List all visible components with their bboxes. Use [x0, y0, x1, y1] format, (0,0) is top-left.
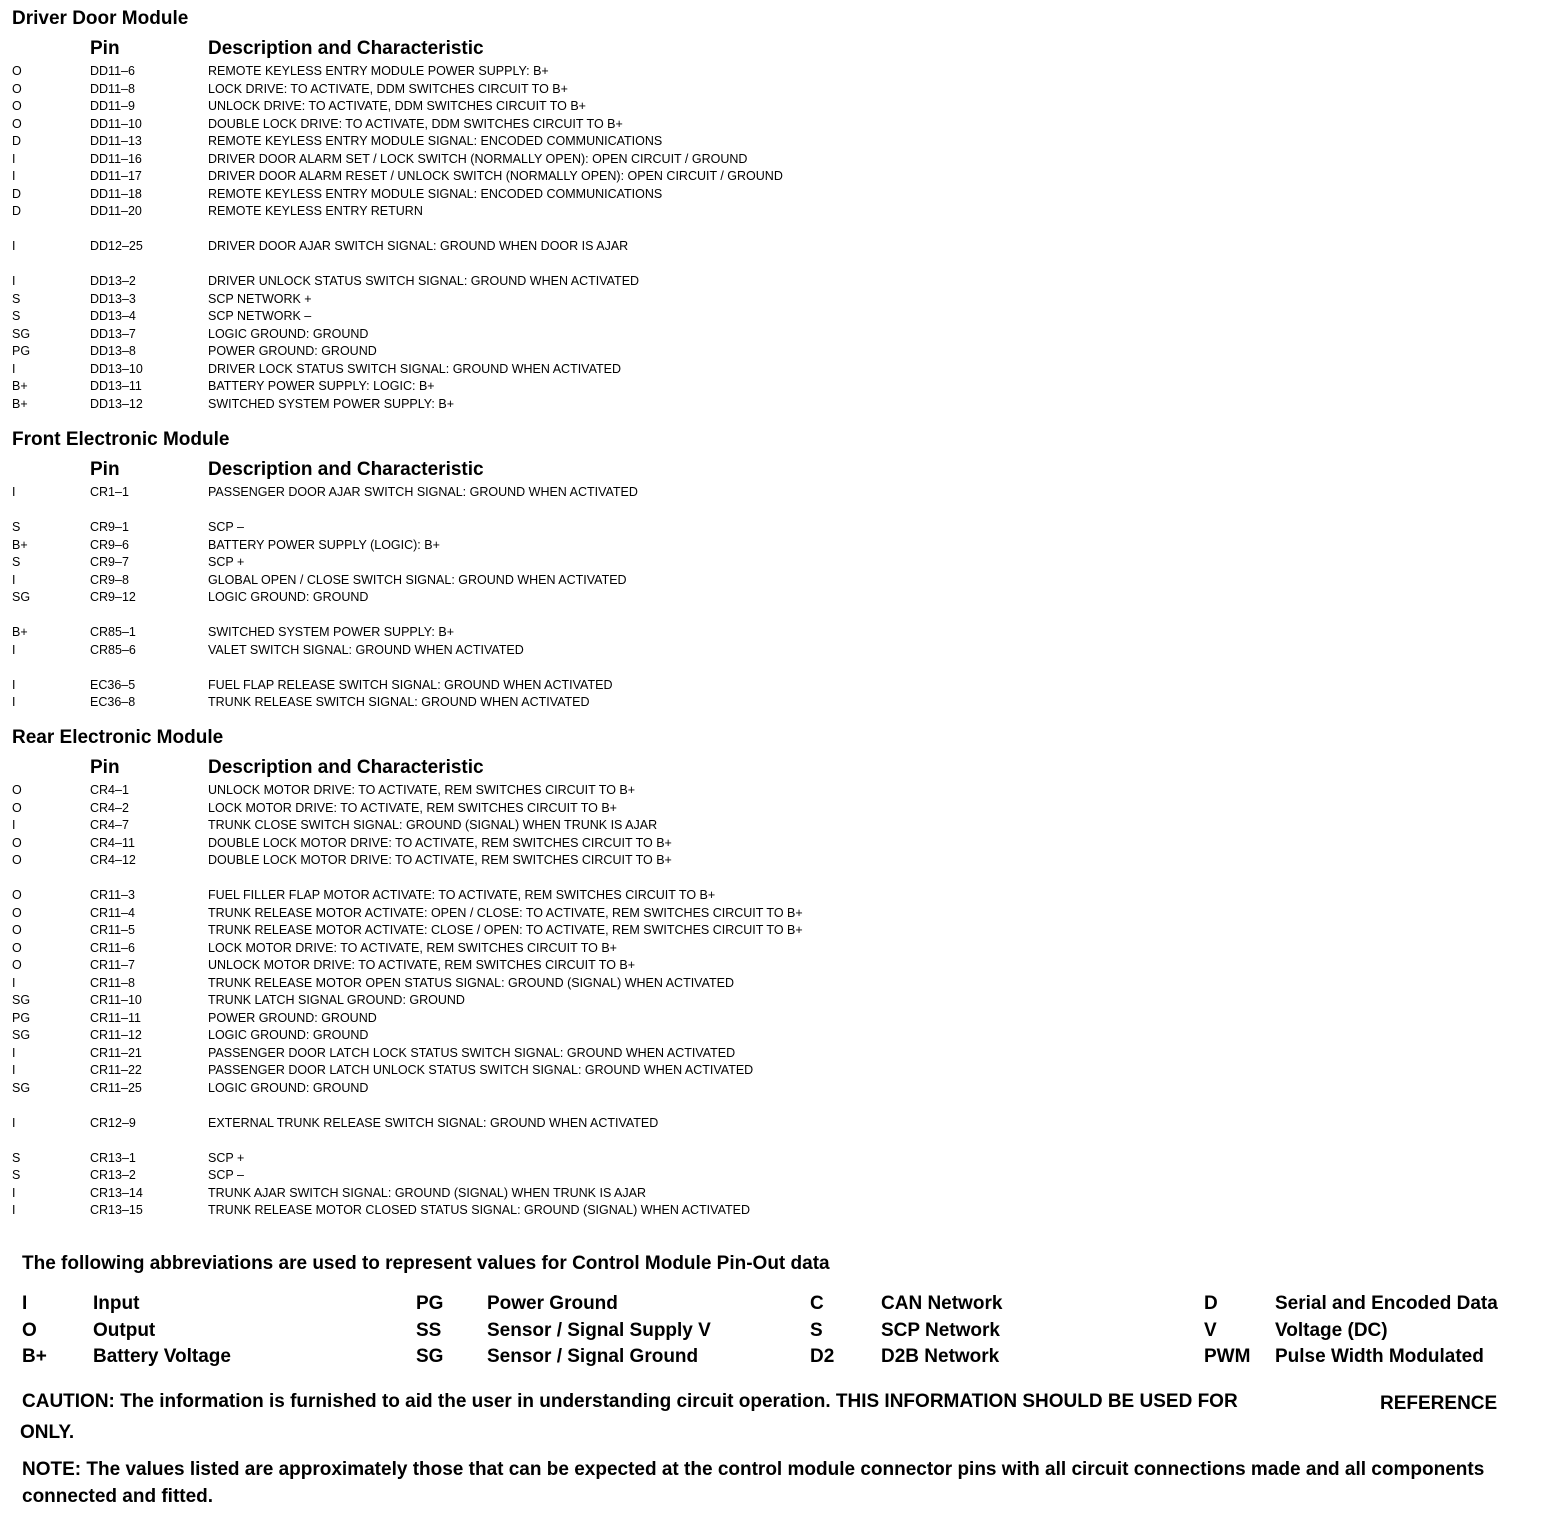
pin-id: DD13–12 [90, 396, 143, 411]
abbreviation-meaning: Input [93, 1293, 140, 1314]
pin-row [0, 361, 1000, 378]
pin-description: LOGIC GROUND: GROUND [208, 1080, 369, 1095]
pin-id: DD11–8 [90, 81, 135, 96]
pin-row [0, 1167, 1000, 1184]
signal-type: O [12, 64, 22, 78]
pin-row [0, 203, 1000, 220]
pin-description: TRUNK AJAR SWITCH SIGNAL: GROUND (SIGNAL) WHEN TRUNK IS AJAR [208, 1185, 647, 1200]
signal-type: B+ [12, 379, 28, 393]
pin-row [0, 1150, 1000, 1167]
pin-row [0, 817, 1000, 834]
signal-type: B+ [12, 537, 28, 552]
abbreviation-code: I [22, 1293, 28, 1314]
signal-type: O [12, 888, 22, 902]
pin-id: EC36–8 [90, 695, 136, 709]
caution-reference: REFERENCE [1380, 1393, 1498, 1414]
section-title: Driver Door Module [12, 8, 189, 29]
section-title: Front Electronic Module [12, 429, 230, 450]
abbreviation-code: S [810, 1319, 823, 1341]
pin-description: REMOTE KEYLESS ENTRY MODULE POWER SUPPLY: B+ [208, 64, 549, 78]
pin-id: DD11–20 [90, 204, 142, 218]
pin-description: EXTERNAL TRUNK RELEASE SWITCH SIGNAL: GROUND WHEN ACTIVATED [208, 1115, 659, 1130]
pin-id: DD13–8 [90, 344, 136, 358]
note-text: NOTE: The values listed are approximately those that can be expected at the control module connector pins with all circuit connections made and all components connected and fitted. [22, 1459, 1485, 1507]
pin-description: GLOBAL OPEN / CLOSE SWITCH SIGNAL: GROUND WHEN ACTIVATED [208, 572, 627, 587]
pin-description: DOUBLE LOCK MOTOR DRIVE: TO ACTIVATE, REM SWITCHES CIRCUIT TO B+ [208, 853, 672, 867]
pin-description: TRUNK CLOSE SWITCH SIGNAL: GROUND (SIGNAL) WHEN TRUNK IS AJAR [208, 818, 658, 832]
pin-row [0, 642, 1000, 659]
signal-type: I [12, 642, 16, 657]
pin-row [0, 326, 1000, 343]
pin-description: UNLOCK MOTOR DRIVE: TO ACTIVATE, REM SWITCHES CIRCUIT TO B+ [208, 958, 636, 972]
signal-type: I [12, 1185, 16, 1200]
column-header-pin: Pin [90, 38, 120, 59]
pin-row [0, 519, 1000, 536]
abbreviation-meaning: Power Ground [487, 1293, 618, 1314]
signal-type: S [12, 555, 21, 569]
pin-row [0, 694, 1000, 711]
pin-description: REMOTE KEYLESS ENTRY MODULE SIGNAL: ENCODED COMMUNICATIONS [208, 186, 663, 201]
signal-type: SG [12, 326, 31, 341]
pin-description: UNLOCK MOTOR DRIVE: TO ACTIVATE, REM SWITCHES CIRCUIT TO B+ [208, 783, 636, 797]
pin-row [0, 922, 1000, 939]
pin-row [0, 168, 1000, 185]
pin-row [0, 484, 1000, 501]
pin-id: CR9–12 [90, 590, 136, 604]
signal-type: I [12, 274, 16, 288]
column-header-pin: Pin [90, 757, 120, 778]
signal-type: I [12, 361, 16, 376]
pin-id: DD13–10 [90, 361, 143, 376]
abbreviation-meaning: Battery Voltage [93, 1346, 231, 1367]
abbreviation-meaning: Output [93, 1319, 156, 1341]
pin-description: LOGIC GROUND: GROUND [208, 326, 369, 341]
pin-description: REMOTE KEYLESS ENTRY RETURN [208, 204, 423, 218]
abbreviation-code: O [22, 1319, 37, 1341]
pin-description: TRUNK RELEASE MOTOR ACTIVATE: OPEN / CLOSE: TO ACTIVATE, REM SWITCHES CIRCUIT TO B+ [208, 905, 803, 920]
pin-row [0, 852, 1000, 869]
signal-type: I [12, 975, 16, 990]
pin-id: DD13–11 [90, 379, 142, 393]
signal-type: I [12, 818, 16, 832]
pin-id: DD13–2 [90, 274, 136, 288]
pin-row [0, 1010, 1000, 1027]
pin-row [0, 940, 1000, 957]
caution-text: CAUTION: The information is furnished to aid the user in understanding circuit operation. THIS INFORMATION SHOULD BE USED FOR [22, 1391, 1238, 1412]
pin-description: DRIVER LOCK STATUS SWITCH SIGNAL: GROUND WHEN ACTIVATED [208, 361, 622, 376]
signal-type: S [12, 1150, 21, 1165]
signal-type: PG [12, 344, 31, 358]
signal-type: I [12, 1115, 16, 1130]
abbreviation-code: PG [416, 1293, 444, 1314]
column-header-description: Description and Characteristic [208, 757, 484, 778]
pin-id: CR11–22 [90, 1063, 142, 1077]
pin-description: SCP NETWORK + [208, 291, 312, 306]
pin-description: PASSENGER DOOR LATCH LOCK STATUS SWITCH SIGNAL: GROUND WHEN ACTIVATED [208, 1045, 736, 1060]
pin-description: TRUNK RELEASE MOTOR CLOSED STATUS SIGNAL: GROUND (SIGNAL) WHEN ACTIVATED [208, 1203, 750, 1217]
pin-id: DD13–7 [90, 326, 136, 341]
pin-row [0, 800, 1000, 817]
signal-type: O [12, 905, 22, 920]
pin-row [0, 677, 1000, 694]
pin-id: CR9–7 [90, 555, 129, 569]
signal-type: O [12, 923, 22, 937]
pin-description: SCP – [208, 1168, 244, 1182]
signal-type: I [12, 151, 16, 166]
signal-type: I [12, 1045, 16, 1060]
pin-row [0, 291, 1000, 308]
signal-type: I [12, 169, 16, 183]
signal-type: S [12, 309, 21, 323]
signal-type: O [12, 958, 22, 972]
pin-description: SCP – [208, 520, 244, 534]
pin-id: DD11–6 [90, 64, 135, 78]
pin-id: CR12–9 [90, 1115, 136, 1130]
pin-id: DD13–3 [90, 291, 136, 306]
pin-id: CR11–10 [90, 993, 142, 1007]
abbreviation-code: C [810, 1293, 824, 1314]
signal-type: I [12, 1063, 16, 1077]
signal-type: S [12, 520, 21, 534]
pin-row [0, 1185, 1000, 1202]
pin-id: CR11–7 [90, 958, 135, 972]
signal-type: I [12, 677, 16, 692]
pin-row [0, 186, 1000, 203]
pin-description: LOCK MOTOR DRIVE: TO ACTIVATE, REM SWITCHES CIRCUIT TO B+ [208, 940, 617, 955]
signal-type: B+ [12, 396, 28, 411]
pin-id: DD11–9 [90, 99, 135, 113]
pin-row [0, 957, 1000, 974]
pin-description: SCP + [208, 555, 245, 569]
pin-description: SWITCHED SYSTEM POWER SUPPLY: B+ [208, 396, 454, 411]
column-header-pin: Pin [90, 459, 120, 480]
pin-id: CR9–8 [90, 572, 129, 587]
pin-id: CR11–11 [90, 1010, 141, 1025]
pin-row [0, 116, 1000, 133]
pin-id: DD11–13 [90, 134, 142, 148]
pin-description: POWER GROUND: GROUND [208, 1010, 377, 1025]
pin-row [0, 308, 1000, 325]
signal-type: I [12, 1203, 16, 1217]
pin-id: DD12–25 [90, 239, 143, 253]
pin-description: DRIVER DOOR ALARM SET / LOCK SWITCH (NORMALLY OPEN): OPEN CIRCUIT / GROUND [208, 151, 748, 166]
column-header-description: Description and Characteristic [208, 459, 484, 480]
pin-row [0, 624, 1000, 641]
abbreviation-meaning: Pulse Width Modulated [1275, 1346, 1484, 1367]
pin-description: BATTERY POWER SUPPLY (LOGIC): B+ [208, 537, 440, 552]
pin-row [0, 98, 1000, 115]
caution-only: ONLY. [20, 1422, 75, 1443]
abbreviation-meaning: Sensor / Signal Supply V [487, 1319, 711, 1341]
pin-description: LOGIC GROUND: GROUND [208, 590, 369, 604]
abbreviation-code: D [1204, 1293, 1218, 1314]
abbreviation-meaning: CAN Network [881, 1293, 1003, 1314]
pin-id: CR4–2 [90, 800, 129, 815]
pin-id: CR13–15 [90, 1203, 143, 1217]
pin-id: CR11–12 [90, 1028, 142, 1042]
pin-description: DOUBLE LOCK DRIVE: TO ACTIVATE, DDM SWITCHES CIRCUIT TO B+ [208, 116, 623, 131]
pin-id: CR13–2 [90, 1168, 136, 1182]
pin-row [0, 905, 1000, 922]
pin-description: FUEL FLAP RELEASE SWITCH SIGNAL: GROUND WHEN ACTIVATED [208, 677, 613, 692]
pin-row [0, 589, 1000, 606]
abbreviation-code: SG [416, 1346, 444, 1367]
pin-description: TRUNK LATCH SIGNAL GROUND: GROUND [208, 993, 465, 1007]
signal-type: I [12, 239, 16, 253]
abbreviation-code: D2 [810, 1346, 835, 1367]
signal-type: D [12, 134, 22, 148]
signal-type: B+ [12, 625, 28, 639]
pin-description: VALET SWITCH SIGNAL: GROUND WHEN ACTIVATED [208, 642, 524, 657]
abbreviations-title: The following abbreviations are used to represent values for Control Module Pin-Out data [22, 1253, 830, 1274]
pin-row [0, 1062, 1000, 1079]
signal-type: S [12, 1168, 21, 1182]
section-title: Rear Electronic Module [12, 727, 224, 748]
signal-type: O [12, 81, 22, 96]
pin-id: CR11–25 [90, 1080, 142, 1095]
signal-type: SG [12, 993, 31, 1007]
abbreviation-code: B+ [22, 1346, 47, 1367]
pin-description: DRIVER UNLOCK STATUS SWITCH SIGNAL: GROUND WHEN ACTIVATED [208, 274, 640, 288]
pin-row [0, 151, 1000, 168]
pin-id: CR85–6 [90, 642, 136, 657]
pin-id: CR11–4 [90, 905, 135, 920]
pin-id: CR11–8 [90, 975, 135, 990]
pin-id: CR13–14 [90, 1185, 143, 1200]
pin-row [0, 81, 1000, 98]
signal-type: PG [12, 1010, 31, 1025]
pin-description: REMOTE KEYLESS ENTRY MODULE SIGNAL: ENCODED COMMUNICATIONS [208, 134, 663, 148]
pin-id: CR13–1 [90, 1150, 136, 1165]
pin-description: LOCK MOTOR DRIVE: TO ACTIVATE, REM SWITCHES CIRCUIT TO B+ [208, 800, 617, 815]
pin-row [0, 887, 1000, 904]
pin-row [0, 1027, 1000, 1044]
pin-id: CR11–6 [90, 940, 135, 955]
abbreviation-meaning: Voltage (DC) [1275, 1319, 1388, 1341]
abbreviation-meaning: SCP Network [881, 1319, 1000, 1341]
abbreviation-meaning: D2B Network [881, 1346, 1000, 1367]
pin-description: SCP + [208, 1150, 245, 1165]
abbreviation-meaning: Sensor / Signal Ground [487, 1346, 699, 1367]
pin-id: CR11–5 [90, 923, 135, 937]
signal-type: O [12, 853, 22, 867]
signal-type: O [12, 800, 22, 815]
pin-id: DD13–4 [90, 309, 136, 323]
pin-description: DRIVER DOOR ALARM RESET / UNLOCK SWITCH (NORMALLY OPEN): OPEN CIRCUIT / GROUND [208, 169, 783, 183]
pin-row [0, 1202, 1000, 1219]
abbreviation-code: PWM [1204, 1346, 1251, 1367]
column-header-description: Description and Characteristic [208, 38, 484, 59]
pin-description: LOCK DRIVE: TO ACTIVATE, DDM SWITCHES CIRCUIT TO B+ [208, 81, 568, 96]
pin-row [0, 537, 1000, 554]
pin-row [0, 1080, 1000, 1097]
pin-id: CR4–12 [90, 853, 136, 867]
pin-description: PASSENGER DOOR AJAR SWITCH SIGNAL: GROUND WHEN ACTIVATED [208, 485, 638, 499]
pin-id: CR4–1 [90, 783, 129, 797]
pin-description: FUEL FILLER FLAP MOTOR ACTIVATE: TO ACTIVATE, REM SWITCHES CIRCUIT TO B+ [208, 888, 716, 902]
pin-row [0, 992, 1000, 1009]
pin-row [0, 975, 1000, 992]
pin-id: CR9–6 [90, 537, 129, 552]
signal-type: S [12, 291, 21, 306]
pin-row [0, 1045, 1000, 1062]
pin-row [0, 63, 1000, 80]
pin-description: POWER GROUND: GROUND [208, 344, 377, 358]
abbreviation-code: SS [416, 1319, 442, 1341]
pin-description: BATTERY POWER SUPPLY: LOGIC: B+ [208, 379, 435, 393]
pin-row [0, 343, 1000, 360]
signal-type: D [12, 186, 22, 201]
pin-description: UNLOCK DRIVE: TO ACTIVATE, DDM SWITCHES CIRCUIT TO B+ [208, 99, 586, 113]
signal-type: SG [12, 1080, 31, 1095]
pin-id: DD11–17 [90, 169, 142, 183]
pin-description: DRIVER DOOR AJAR SWITCH SIGNAL: GROUND WHEN DOOR IS AJAR [208, 239, 629, 253]
pin-row [0, 572, 1000, 589]
pin-description: TRUNK RELEASE MOTOR OPEN STATUS SIGNAL: GROUND (SIGNAL) WHEN ACTIVATED [208, 975, 734, 990]
pin-id: CR11–21 [90, 1045, 142, 1060]
pin-id: CR11–3 [90, 888, 135, 902]
signal-type: I [12, 572, 16, 587]
pin-description: PASSENGER DOOR LATCH UNLOCK STATUS SWITCH SIGNAL: GROUND WHEN ACTIVATED [208, 1063, 754, 1077]
pin-id: DD11–10 [90, 116, 142, 131]
signal-type: SG [12, 1028, 31, 1042]
pin-description: TRUNK RELEASE SWITCH SIGNAL: GROUND WHEN ACTIVATED [208, 695, 590, 709]
pin-row [0, 273, 1000, 290]
pin-description: SWITCHED SYSTEM POWER SUPPLY: B+ [208, 625, 454, 639]
signal-type: I [12, 695, 16, 709]
pin-id: CR4–7 [90, 818, 129, 832]
signal-type: O [12, 116, 22, 131]
pin-row [0, 396, 1000, 413]
pin-id: CR1–1 [90, 485, 129, 499]
pin-description: TRUNK RELEASE MOTOR ACTIVATE: CLOSE / OPEN: TO ACTIVATE, REM SWITCHES CIRCUIT TO B+ [208, 923, 803, 937]
pin-row [0, 1115, 1000, 1132]
pin-id: DD11–18 [90, 186, 142, 201]
signal-type: I [12, 485, 16, 499]
signal-type: D [12, 204, 22, 218]
signal-type: O [12, 99, 22, 113]
signal-type: SG [12, 590, 31, 604]
abbreviation-code: V [1204, 1319, 1217, 1341]
signal-type: O [12, 783, 22, 797]
pin-row [0, 554, 1000, 571]
pin-description: SCP NETWORK – [208, 309, 312, 323]
pin-row [0, 238, 1000, 255]
pin-id: CR4–11 [90, 835, 135, 850]
pin-row [0, 133, 1000, 150]
pin-id: CR9–1 [90, 520, 129, 534]
pin-id: DD11–16 [90, 151, 142, 166]
pin-description: LOGIC GROUND: GROUND [208, 1028, 369, 1042]
pin-row [0, 378, 1000, 395]
pin-description: DOUBLE LOCK MOTOR DRIVE: TO ACTIVATE, REM SWITCHES CIRCUIT TO B+ [208, 835, 672, 850]
abbreviation-meaning: Serial and Encoded Data [1275, 1293, 1498, 1314]
signal-type: O [12, 940, 22, 955]
signal-type: O [12, 835, 22, 850]
pin-row [0, 782, 1000, 799]
pin-row [0, 835, 1000, 852]
pin-id: EC36–5 [90, 677, 136, 692]
pin-id: CR85–1 [90, 625, 136, 639]
